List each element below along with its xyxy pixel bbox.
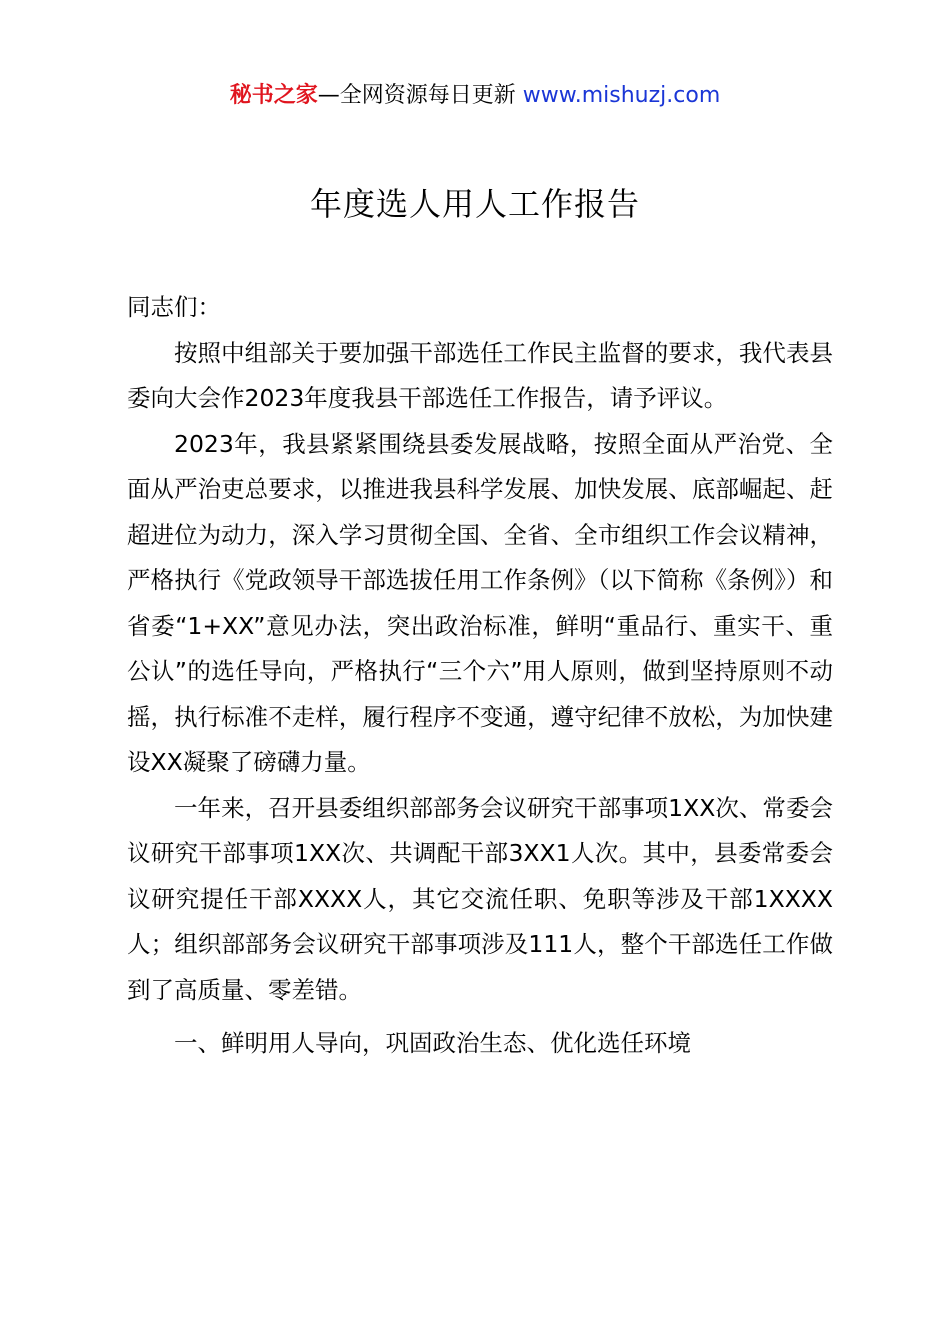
document-body <box>127 285 833 1067</box>
paragraph-3: 一年来，召开县委组织部部务会议研究干部事项1XX次、常委会议研究干部事项1XX次、共调配干部3XX1人次。其中，县委常委会议研究提任干部XXXX人，其它交流任职、免职等涉及干部1XXXX人；组织部部务会议研究干部事项涉及111人，整个干部选任工作做到了高质量、零差错。 <box>127 793 833 1004</box>
paragraph-2: 2023年，我县紧紧围绕县委发展战略，按照全面从严治党、全面从严治吏总要求，以推进我县科学发展、加快发展、底部崛起、赶超进位为动力，深入学习贯彻全国、全省、全市组织工作会议精神，严格执行《党政领导干部选拔任用工作条例》（以下简称《条例》）和省委“1+XX”意见办法，突出政治标准，鲜明“重品行、重实干、重公认”的选任导向，严格执行“三个六”用人原则，做到坚持原则不动摇，执行标准不走样，履行程序不变通，遵守纪律不放松，为加快建设XX凝聚了磅礴力量。 <box>127 429 833 776</box>
paragraph-1: 按照中组部关于要加强干部选任工作民主监督的要求，我代表县委向大会作2023年度我县干部选任工作报告，请予评议。 <box>127 338 833 412</box>
section-heading-1: 一、鲜明用人导向，巩固政治生态、优化选任环境 <box>174 1029 691 1057</box>
header-url-link[interactable]: www.mishuzj.com <box>522 83 721 108</box>
salutation: 同志们： <box>127 293 221 321</box>
document-title: 年度选人用人工作报告 <box>309 185 640 223</box>
brand-name: 秘书之家 <box>229 83 318 108</box>
site-header <box>0 80 950 112</box>
header-tagline: —全网资源每日更新 <box>317 83 523 108</box>
